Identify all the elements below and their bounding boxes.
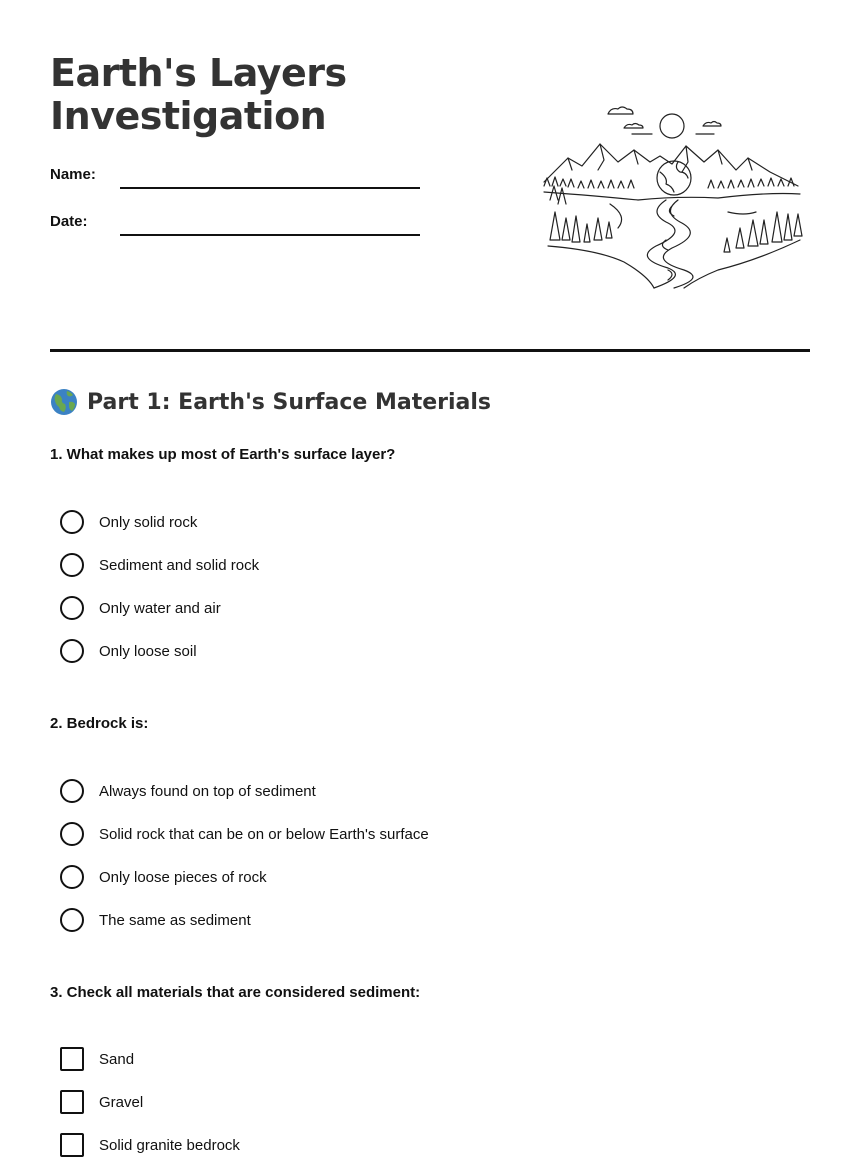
question-2: 2. Bedrock is: [50, 715, 149, 732]
checkbox[interactable] [60, 1047, 84, 1071]
q3-option-2[interactable] [60, 1089, 143, 1115]
question-3: 3. Check all materials that are considered sediment: [50, 984, 421, 1001]
mountain-river-landscape-icon [538, 100, 804, 290]
checkbox[interactable] [60, 1133, 84, 1157]
section-title [50, 388, 491, 416]
radio-button[interactable] [60, 596, 84, 620]
page-title: Earth's Layers Investigation [50, 51, 347, 138]
q2-option-3[interactable] [60, 864, 267, 890]
radio-button[interactable] [60, 865, 84, 889]
option-label: Solid granite bedrock [99, 1136, 240, 1154]
radio-button[interactable] [60, 510, 84, 534]
radio-button[interactable] [60, 779, 84, 803]
radio-button[interactable] [60, 553, 84, 577]
option-label: Always found on top of sediment [99, 782, 316, 800]
q1-option-1[interactable] [60, 509, 197, 535]
radio-button[interactable] [60, 639, 84, 663]
option-label: The same as sediment [99, 911, 251, 929]
checkbox[interactable] [60, 1090, 84, 1114]
header-divider [50, 349, 810, 352]
question-1: 1. What makes up most of Earth's surface layer? [50, 446, 396, 463]
q1-option-2[interactable] [60, 552, 259, 578]
q2-option-1[interactable] [60, 778, 316, 804]
date-field[interactable] [120, 234, 420, 236]
radio-button[interactable] [60, 908, 84, 932]
q3-option-1[interactable] [60, 1046, 134, 1072]
q1-option-4[interactable] [60, 638, 197, 664]
option-label: Only loose pieces of rock [99, 868, 267, 886]
option-label: Only loose soil [99, 642, 197, 660]
option-label: Gravel [99, 1093, 144, 1111]
section-title-text: Part 1: Earth's Surface Materials [87, 389, 492, 415]
q2-option-2[interactable] [60, 821, 429, 847]
name-label: Name: [50, 166, 96, 183]
option-label: Only water and air [99, 599, 221, 617]
option-label: Only solid rock [99, 513, 198, 531]
globe-icon [50, 388, 78, 416]
option-label: Sand [99, 1050, 135, 1068]
radio-button[interactable] [60, 822, 84, 846]
q2-option-4[interactable] [60, 907, 251, 933]
q1-option-3[interactable] [60, 595, 221, 621]
date-label: Date: [50, 213, 88, 230]
q3-option-3[interactable] [60, 1132, 240, 1158]
name-field[interactable] [120, 187, 420, 189]
option-label: Sediment and solid rock [99, 556, 260, 574]
option-label: Solid rock that can be on or below Earth's surface [99, 825, 429, 843]
